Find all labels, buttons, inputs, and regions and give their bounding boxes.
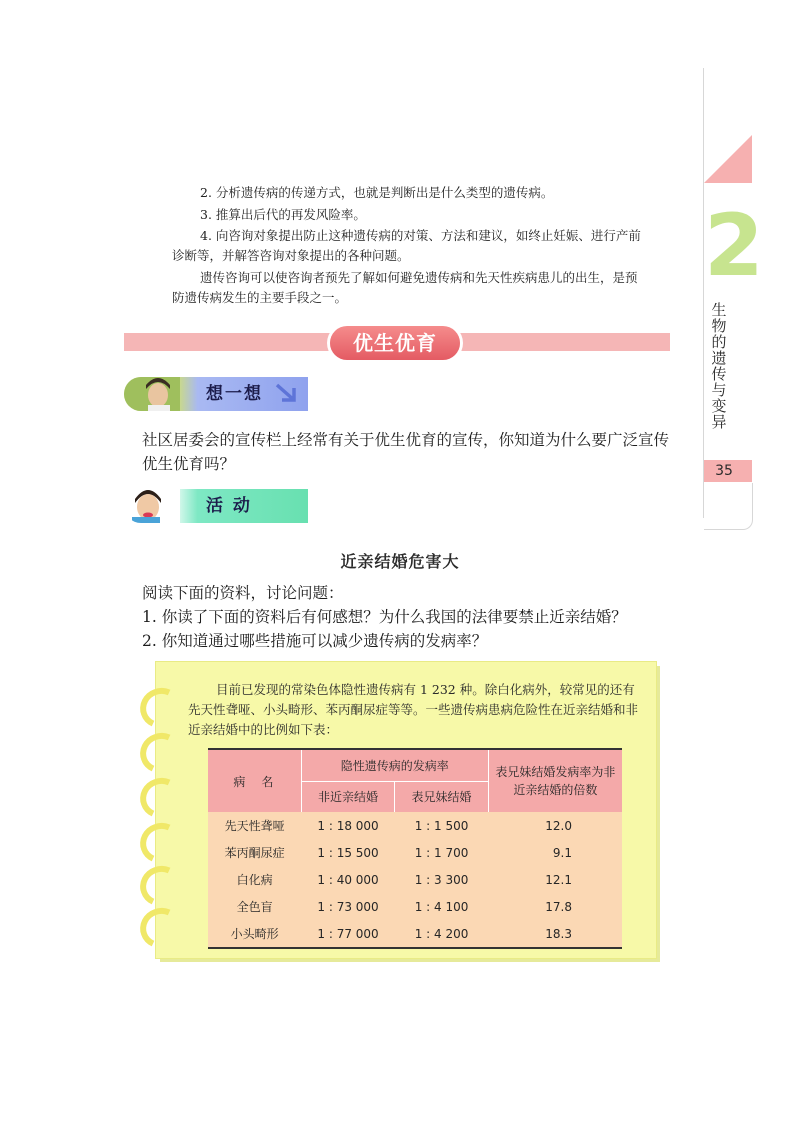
activity-question-2: 2. 你知道通过哪些措施可以减少遗传病的发病率？ [142,632,488,650]
cell-name: 苯丙酮尿症 [208,839,301,866]
cell-ratio: 12.1 [488,866,622,893]
cell-cousin: 1 : 4 200 [395,920,489,948]
think-question: 社区居委会的宣传栏上经常有关于优生优育的宣传，你知道为什么要广泛宣传优生优育吗？ [142,431,670,473]
section-title: 优生优育 [330,326,460,360]
header-non-relative: 非近亲结婚 [301,781,395,812]
cell-name: 先天性聋哑 [208,812,301,839]
cell-cousin: 1 : 1 500 [395,812,489,839]
table-row [208,920,622,948]
activity-title: 近亲结婚危害大 [340,552,460,571]
cell-name: 白化病 [208,866,301,893]
arrow-icon [274,382,300,406]
cell-name: 全色盲 [208,893,301,920]
think-tag [124,377,308,411]
student-photo-2 [124,489,180,523]
activity-intro: 阅读下面的资料，讨论问题： [142,584,344,602]
header-cousin: 表兄妹结婚 [395,781,489,812]
material-text: 目前已发现的常染色体隐性遗传病有 1 232 种。除白化病外，较常见的还有先天性聋哑、小头畸形、苯丙酮尿症等等。一些遗传病患病危险性在近亲结婚和非近亲结婚中的比例如下表： [188,682,639,737]
sidebar-corner-triangle [704,135,752,183]
header-disease: 病 名 [208,749,301,812]
cell-non-relative: 1 : 15 500 [301,839,395,866]
chapter-number: 2 [704,196,764,296]
cell-cousin: 1 : 3 300 [395,866,489,893]
activity-label: 活 动 [206,496,252,516]
cell-cousin: 1 : 1 700 [395,839,489,866]
header-incidence: 隐性遗传病的发病率 [301,749,488,781]
cell-non-relative: 1 : 77 000 [301,920,395,948]
paragraph-step-4: 4. 向咨询对象提出防止这种遗传病的对策、方法和建议，如终止妊娠、进行产前诊断等，并解答咨询对象提出的各种问题。 [172,228,641,263]
activity-tag [124,489,308,523]
cell-cousin: 1 : 4 100 [395,893,489,920]
paragraph-conclusion: 遗传咨询可以使咨询者预先了解如何避免遗传病和先天性疾病患儿的出生，是预防遗传病发生的主要手段之一。 [172,270,638,305]
page-number: 35 [715,463,733,479]
disease-table [208,748,622,949]
cell-ratio: 12.0 [488,812,622,839]
think-label: 想一想 [206,384,263,404]
sidebar-bottom-tab [704,483,753,530]
cell-name: 小头畸形 [208,920,301,948]
activity-question-1: 1. 你读了下面的资料后有何感想？为什么我国的法律要禁止近亲结婚？ [142,608,627,626]
table-row [208,866,622,893]
chapter-title: 生物的遗传与变异 [711,301,727,431]
cell-ratio: 17.8 [488,893,622,920]
table-row [208,893,622,920]
table-row [208,839,622,866]
paragraph-step-2: 2. 分析遗传病的传递方式，也就是判断出是什么类型的遗传病。 [200,185,554,200]
cell-non-relative: 1 : 73 000 [301,893,395,920]
cell-ratio: 18.3 [488,920,622,948]
cell-non-relative: 1 : 40 000 [301,866,395,893]
student-photo [124,377,180,411]
cell-non-relative: 1 : 18 000 [301,812,395,839]
header-ratio: 表兄妹结婚发病率为非近亲结婚的倍数 [488,749,622,812]
paragraph-step-3: 3. 推算出后代的再发风险率。 [200,207,366,222]
cell-ratio: 9.1 [488,839,622,866]
table-row [208,812,622,839]
